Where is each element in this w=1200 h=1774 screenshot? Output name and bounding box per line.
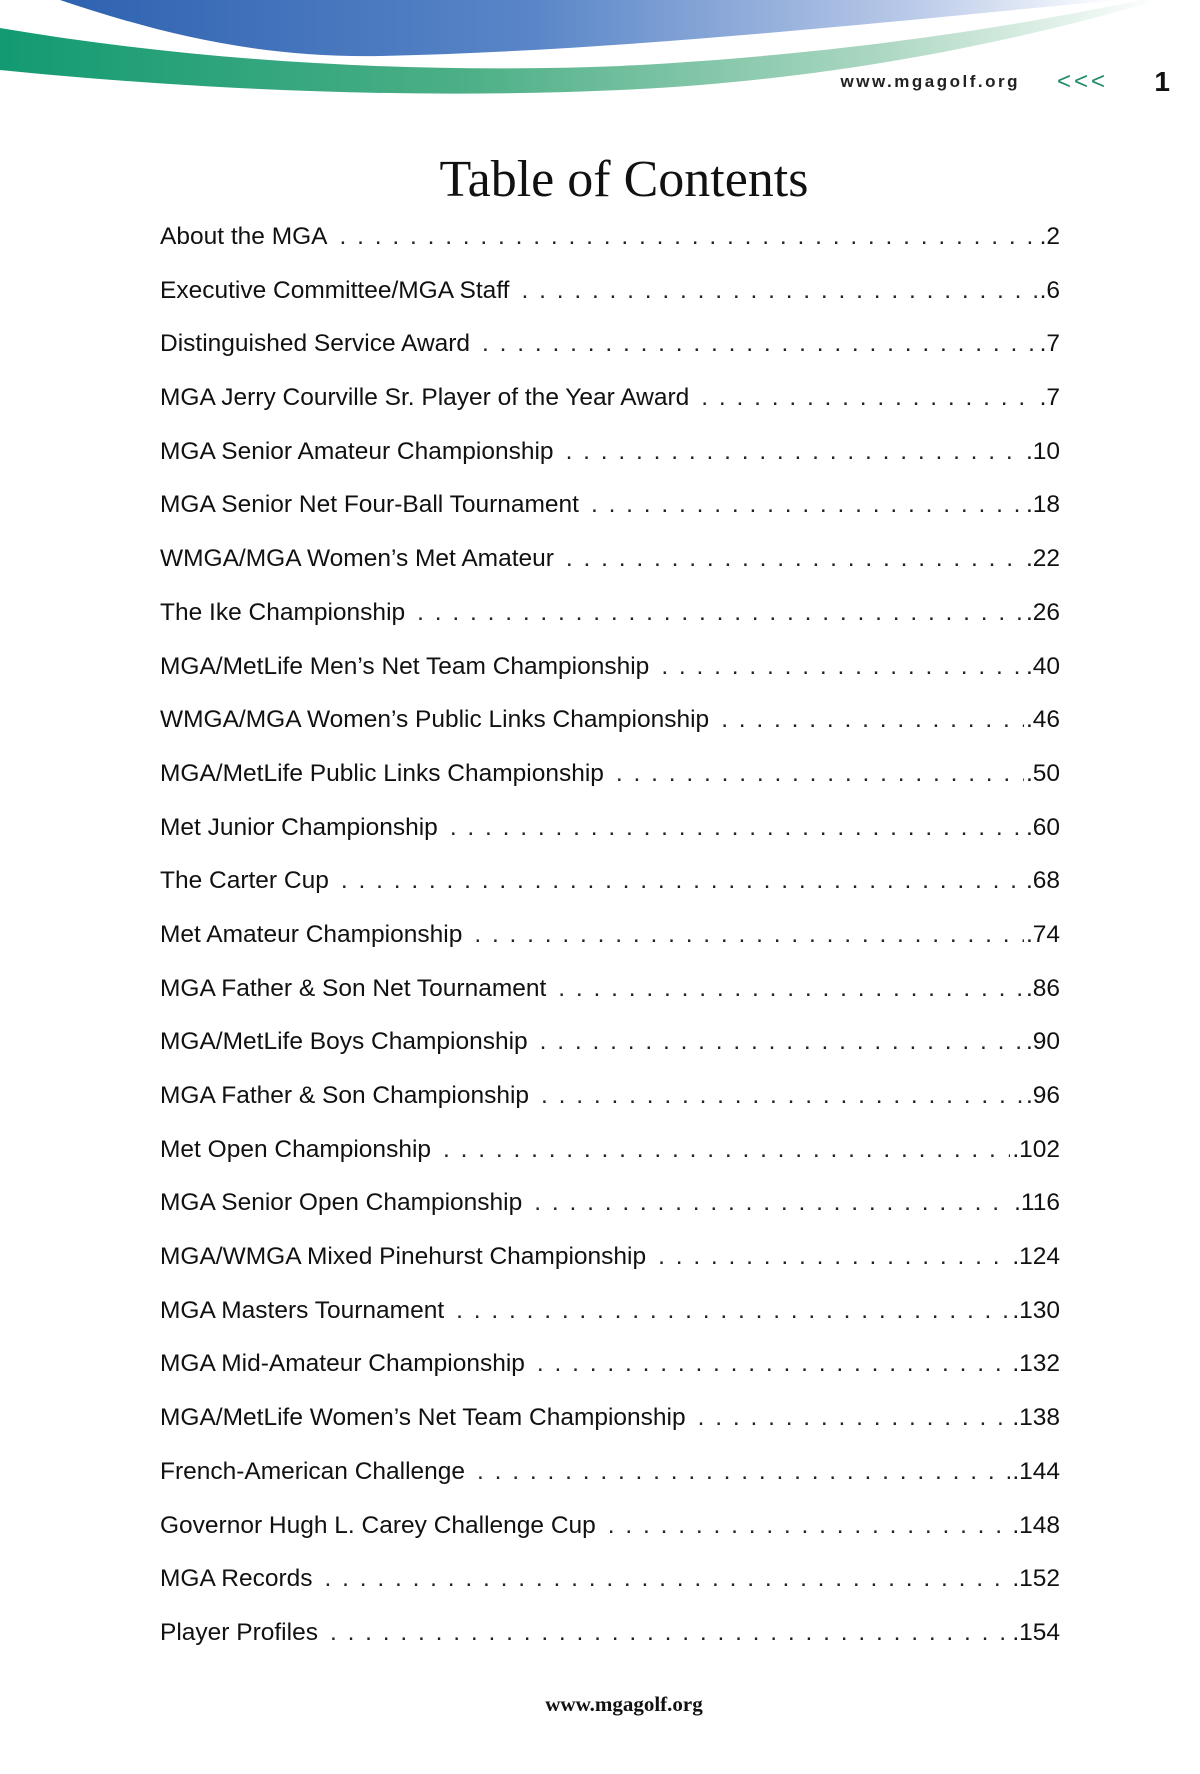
toc-entry[interactable]	[160, 1242, 1060, 1296]
page-title: Table of Contents	[439, 151, 809, 208]
toc-entry-label: MGA Senior Net Four-Ball Tournament	[160, 491, 579, 519]
header-website-url: www.mgagolf.org	[840, 72, 1020, 91]
toc-entry-page-number: .96	[1025, 1082, 1060, 1109]
toc-entry-label: MGA/MetLife Boys Championship	[160, 1028, 528, 1056]
toc-entry-page-number: .148	[1012, 1511, 1060, 1539]
toc-entry-label: Met Junior Championship	[160, 813, 438, 841]
toc-entry-label: MGA Mid-Amateur Championship	[160, 1350, 525, 1378]
toc-dot-leader	[450, 813, 1024, 843]
toc-entry-label: MGA/MetLife Women’s Net Team Championship	[160, 1404, 686, 1432]
toc-dot-leader	[608, 1511, 1011, 1541]
toc-dot-leader	[698, 1403, 1011, 1433]
table-of-contents-list	[160, 222, 1060, 1672]
toc-entry-page-number: .130	[1012, 1296, 1060, 1324]
toc-entry[interactable]	[160, 1457, 1060, 1511]
toc-entry-page-number: .138	[1012, 1404, 1060, 1432]
toc-entry-page-number: .152	[1012, 1565, 1060, 1593]
toc-entry[interactable]	[160, 383, 1060, 437]
toc-dot-leader	[658, 1242, 1010, 1272]
toc-dot-leader	[474, 920, 1024, 950]
toc-entry[interactable]	[160, 1403, 1060, 1457]
footer-website-url: www.mgagolf.org	[545, 1692, 703, 1716]
toc-entry[interactable]	[160, 920, 1060, 974]
toc-dot-leader	[540, 1027, 1024, 1057]
toc-entry-label: MGA Senior Amateur Championship	[160, 437, 554, 465]
toc-dot-leader	[482, 329, 1038, 359]
toc-dot-leader	[325, 1564, 1011, 1594]
toc-entry-label: Executive Committee/MGA Staff	[160, 276, 510, 304]
toc-entry[interactable]	[160, 974, 1060, 1028]
toc-entry[interactable]	[160, 1081, 1060, 1135]
toc-entry-page-number: .102	[1012, 1135, 1060, 1163]
toc-entry-page-number: .2	[1039, 223, 1060, 250]
toc-entry-page-number: .26	[1025, 598, 1060, 626]
toc-entry-page-number: .46	[1025, 706, 1060, 734]
toc-dot-leader	[591, 490, 1024, 520]
toc-entry[interactable]	[160, 222, 1060, 276]
toc-dot-leader	[566, 437, 1024, 467]
toc-entry[interactable]	[160, 759, 1060, 813]
toc-entry-page-number: .90	[1025, 1028, 1060, 1056]
toc-entry[interactable]	[160, 1296, 1060, 1350]
toc-dot-leader	[521, 276, 1037, 306]
toc-dot-leader	[661, 652, 1024, 682]
toc-entry-label: WMGA/MGA Women’s Public Links Championship	[160, 706, 710, 734]
toc-entry-label: Distinguished Service Award	[160, 330, 471, 358]
toc-dot-leader	[417, 598, 1024, 628]
toc-entry[interactable]	[160, 813, 1060, 867]
toc-entry-page-number: .116	[1014, 1189, 1060, 1217]
toc-dot-leader	[541, 1081, 1024, 1111]
toc-dot-leader	[566, 544, 1024, 574]
toc-entry-page-number: .7	[1039, 330, 1060, 358]
toc-entry[interactable]	[160, 1618, 1060, 1672]
toc-entry-page-number: .60	[1025, 813, 1060, 841]
toc-entry[interactable]	[160, 598, 1060, 652]
toc-entry-label: About the MGA	[160, 223, 328, 250]
toc-entry-page-number: .86	[1025, 974, 1060, 1002]
toc-entry-page-number: .7	[1039, 384, 1060, 412]
toc-dot-leader	[341, 866, 1024, 896]
toc-dot-leader	[701, 383, 1037, 413]
toc-entry-page-number: .6	[1039, 276, 1060, 304]
toc-dot-leader	[443, 1135, 1010, 1165]
toc-entry-label: MGA Senior Open Championship	[160, 1189, 523, 1217]
toc-entry-label: MGA Records	[160, 1565, 313, 1593]
toc-entry-label: French-American Challenge	[160, 1457, 466, 1485]
header-arrows-icon: <<<	[1056, 68, 1108, 95]
toc-entry[interactable]	[160, 490, 1060, 544]
toc-entry[interactable]	[160, 705, 1060, 759]
toc-entry-page-number: .154	[1012, 1618, 1060, 1646]
toc-dot-leader	[721, 705, 1024, 735]
toc-dot-leader	[477, 1457, 1010, 1487]
toc-entry[interactable]	[160, 1349, 1060, 1403]
toc-entry-page-number: .132	[1012, 1350, 1060, 1378]
toc-entry-page-number: .74	[1025, 920, 1060, 948]
toc-entry-page-number: .18	[1025, 491, 1060, 519]
page-number: 1	[1154, 66, 1170, 97]
toc-dot-leader	[558, 974, 1024, 1004]
toc-entry-page-number: .40	[1025, 652, 1060, 680]
toc-dot-leader	[616, 759, 1024, 789]
toc-entry[interactable]	[160, 276, 1060, 330]
toc-entry-label: The Carter Cup	[160, 867, 329, 895]
toc-entry-page-number: .124	[1012, 1243, 1060, 1271]
toc-entry-label: Player Profiles	[160, 1618, 318, 1646]
toc-entry-label: The Ike Championship	[160, 598, 406, 626]
toc-entry-label: WMGA/MGA Women’s Met Amateur	[160, 545, 554, 573]
toc-entry-label: MGA Masters Tournament	[160, 1296, 445, 1324]
toc-entry[interactable]	[160, 652, 1060, 706]
toc-entry-page-number: .10	[1025, 437, 1060, 465]
toc-dot-leader	[456, 1296, 1010, 1326]
toc-entry[interactable]	[160, 544, 1060, 598]
toc-entry[interactable]	[160, 866, 1060, 920]
toc-entry[interactable]	[160, 1027, 1060, 1081]
header-swoosh-graphic	[0, 0, 1200, 110]
toc-entry-label: MGA Jerry Courville Sr. Player of the Year Award	[160, 384, 690, 412]
toc-entry[interactable]	[160, 437, 1060, 491]
toc-entry[interactable]	[160, 1511, 1060, 1565]
toc-entry-page-number: .22	[1025, 545, 1060, 573]
toc-entry[interactable]	[160, 1188, 1060, 1242]
toc-entry[interactable]	[160, 1135, 1060, 1189]
toc-dot-leader	[340, 222, 1038, 252]
toc-entry-label: MGA/MetLife Men’s Net Team Championship	[160, 652, 650, 680]
toc-entry-label: Governor Hugh L. Carey Challenge Cup	[160, 1511, 596, 1539]
toc-entry-page-number: .50	[1025, 759, 1060, 787]
toc-entry-label: MGA Father & Son Net Tournament	[160, 974, 547, 1002]
toc-entry-label: MGA/WMGA Mixed Pinehurst Championship	[160, 1243, 647, 1271]
toc-entry[interactable]	[160, 329, 1060, 383]
toc-dot-leader	[534, 1188, 1012, 1218]
toc-entry-page-number: .68	[1025, 867, 1060, 895]
toc-entry-page-number: .144	[1012, 1457, 1060, 1485]
toc-dot-leader	[537, 1349, 1010, 1379]
toc-entry[interactable]	[160, 1564, 1060, 1618]
toc-dot-leader	[330, 1618, 1010, 1648]
toc-entry-label: MGA Father & Son Championship	[160, 1082, 530, 1109]
toc-entry-label: Met Amateur Championship	[160, 920, 463, 948]
toc-entry-label: MGA/MetLife Public Links Championship	[160, 759, 604, 787]
toc-entry-label: Met Open Championship	[160, 1135, 432, 1163]
